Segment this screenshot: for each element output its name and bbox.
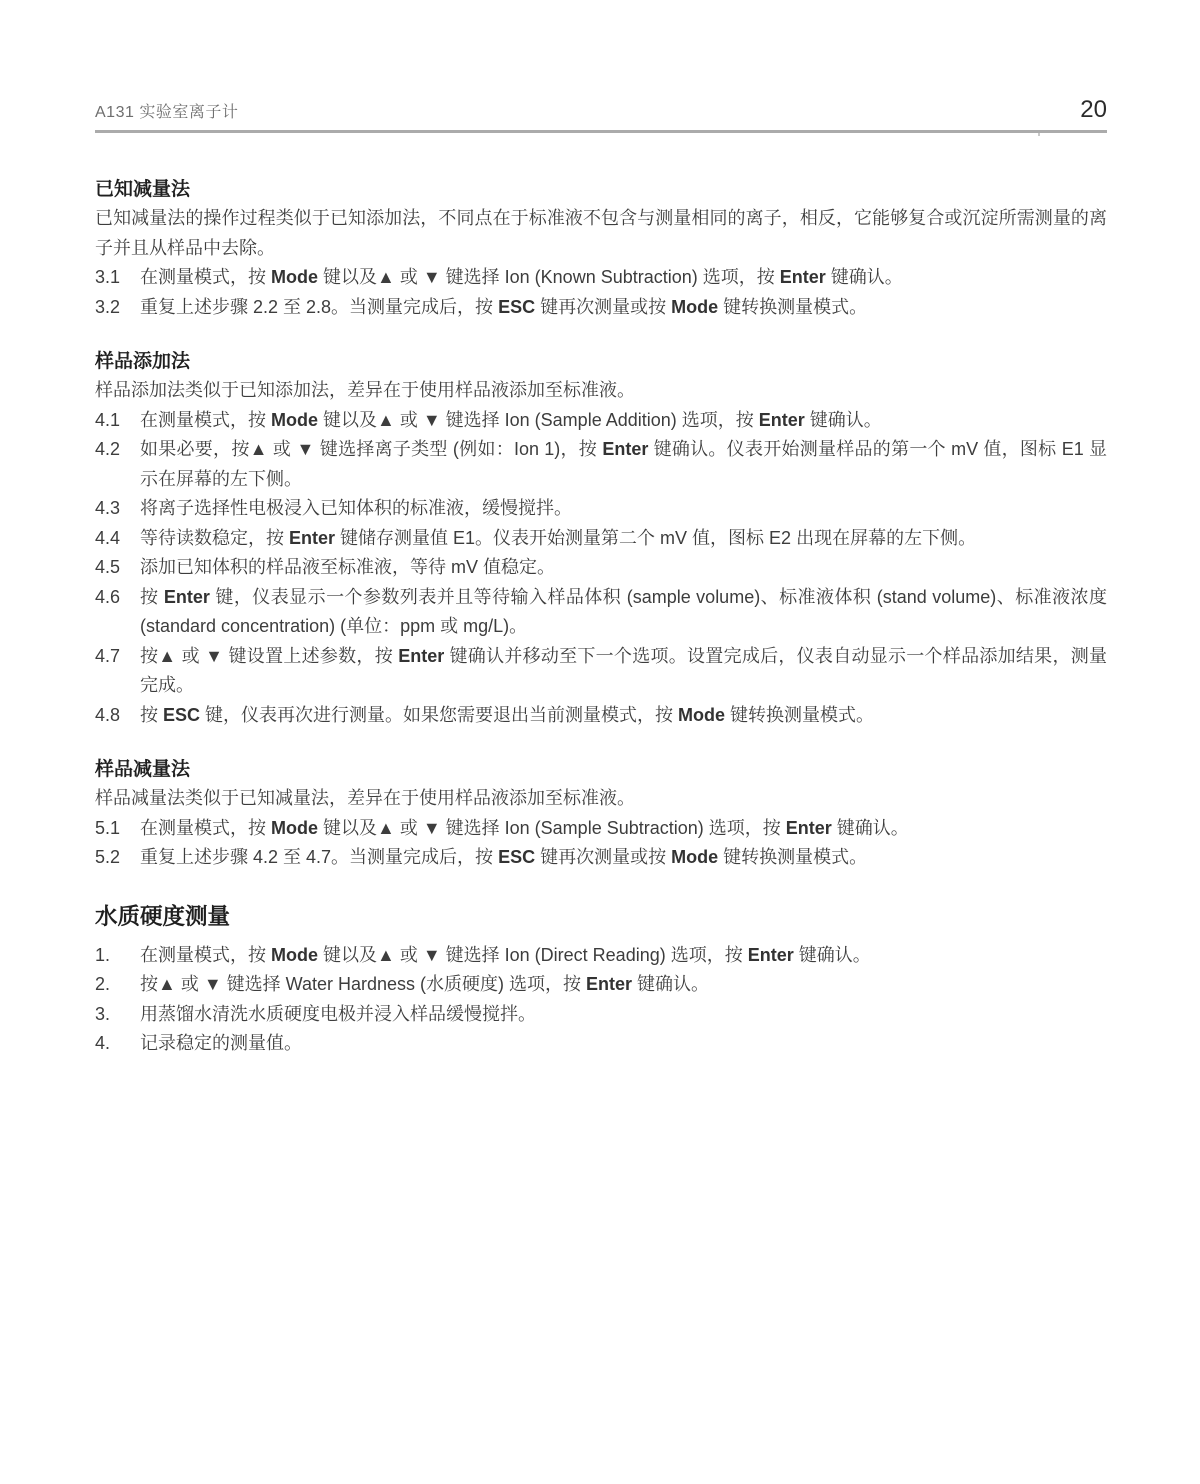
section [95,178,1107,322]
step-item [95,941,1107,971]
divider-tick [1038,133,1040,136]
step-number: 4.5 [95,557,121,577]
step-text: 在测量模式，按 Mode 键以及▲ 或 ▼ 键选择 Ion (Known Subtraction) 选项，按 Enter 键确认。 [140,267,903,287]
step-text: 记录稳定的测量值。 [140,1033,302,1053]
step-text: 在测量模式，按 Mode 键以及▲ 或 ▼ 键选择 Ion (Sample Subtraction) 选项，按 Enter 键确认。 [140,817,909,838]
step-number: 4.8 [95,704,121,725]
keyword: Enter [602,439,649,459]
section-intro: 样品添加法类似于已知添加法，差异在于使用样品液添加至标准液。 [95,380,635,400]
keyword: Enter [779,267,826,287]
step-text: 重复上述步骤 2.2 至 2.8。当测量完成后，按 ESC 键再次测量或按 Mode 键转换测量模式。 [140,296,868,317]
step-text: 等待读数稳定，按 Enter 键储存测量值 E1。仪表开始测量第二个 mV 值，图标 E2 出现在屏幕的左下侧。 [140,527,977,548]
keyword: Mode [271,409,319,430]
header-divider [95,130,1107,133]
header-title: A131 实验室离子计 [95,104,239,121]
keyword: Enter [289,527,336,548]
section [95,758,1107,873]
step-number: 4.1 [95,409,121,430]
section-heading: 水质硬度测量 [95,903,231,929]
step-text: 在测量模式，按 Mode 键以及▲ 或 ▼ 键选择 Ion (Direct Reading) 选项，按 Enter 键确认。 [140,944,871,965]
keyword: Enter [758,409,805,430]
keyword: Mode [671,296,719,317]
keyword: ESC [163,704,201,725]
keyword: Enter [747,944,794,965]
step-item [95,843,1107,873]
step-number: 1. [95,944,111,965]
keyword: Mode [271,817,319,838]
step-number: 3.1 [95,267,121,287]
step-number: 3.2 [95,296,121,317]
section-heading: 已知减量法 [95,179,191,200]
keyword: Enter [163,586,210,607]
step-item [95,263,1107,293]
section-heading: 样品添加法 [95,351,191,372]
step-list [95,406,1107,731]
step-item [95,553,1107,583]
step-text: 添加已知体积的样品液至标准液，等待 mV 值稳定。 [140,557,555,577]
step-number: 4.6 [95,586,121,607]
step-list [95,814,1107,873]
step-number: 4.7 [95,645,121,666]
step-number: 3. [95,1003,111,1024]
step-text: 按 ESC 键，仪表再次进行测量。如果您需要退出当前测量模式，按 Mode 键转换测量模式。 [140,704,875,725]
step-list [95,941,1107,1059]
section [95,350,1107,730]
keyword: ESC [498,296,536,317]
step-text: 如果必要，按▲ 或 ▼ 键选择离子类型 (例如：Ion 1)，按 Enter 键确认。仪表开始测量样品的第一个 mV 值，图标 E1 显示在屏幕的左下侧。 [140,439,1107,489]
step-number: 4.2 [95,439,121,459]
step-number: 5.1 [95,817,121,838]
step-number: 2. [95,974,111,994]
step-number: 4.4 [95,527,121,548]
keyword: Enter [398,645,445,666]
step-item [95,494,1107,524]
page-header [95,96,1107,124]
keyword: ESC [498,847,536,867]
keyword: Mode [271,267,319,287]
step-number: 4. [95,1033,111,1053]
section [95,903,1107,1059]
keyword: Mode [671,847,719,867]
step-item [95,970,1107,1000]
step-text: 按▲ 或 ▼ 键选择 Water Hardness (水质硬度) 选项，按 Enter 键确认。 [140,974,710,994]
step-item [95,642,1107,701]
keyword: Mode [678,704,726,725]
step-item [95,1000,1107,1030]
section-intro: 样品减量法类似于已知减量法，差异在于使用样品液添加至标准液。 [95,788,635,808]
keyword: Enter [586,974,633,994]
step-text: 按▲ 或 ▼ 键设置上述参数，按 Enter 键确认并移动至下一个选项。设置完成后，仪表自动显示一个样品添加结果，测量完成。 [140,645,1107,695]
step-item [95,435,1107,494]
step-text: 在测量模式，按 Mode 键以及▲ 或 ▼ 键选择 Ion (Sample Addition) 选项，按 Enter 键确认。 [140,409,882,430]
step-item [95,524,1107,554]
step-item [95,701,1107,731]
page-number: 20 [1080,96,1107,123]
section-heading: 样品减量法 [95,759,191,780]
step-number: 4.3 [95,498,121,518]
step-item [95,293,1107,323]
keyword: Enter [785,817,832,838]
step-item [95,583,1107,642]
section-intro: 已知减量法的操作过程类似于已知添加法，不同点在于标准液不包含与测量相同的离子，相反，它能够复合或沉淀所需测量的离子并且从样品中去除。 [95,208,1107,258]
step-item [95,406,1107,436]
step-text: 将离子选择性电极浸入已知体积的标准液，缓慢搅拌。 [140,498,572,518]
keyword: Mode [271,944,319,965]
step-text: 用蒸馏水清洗水质硬度电极并浸入样品缓慢搅拌。 [140,1003,536,1024]
step-item [95,1029,1107,1059]
step-number: 5.2 [95,847,121,867]
step-text: 按 Enter 键，仪表显示一个参数列表并且等待输入样品体积 (sample volume)、标准液体积 (stand volume)、标准液浓度 (standard concentration) (单位：ppm 或 mg/L)。 [140,586,1107,636]
step-list [95,263,1107,322]
step-item [95,814,1107,844]
page-content [95,178,1107,1059]
step-text: 重复上述步骤 4.2 至 4.7。当测量完成后，按 ESC 键再次测量或按 Mode 键转换测量模式。 [140,847,868,867]
